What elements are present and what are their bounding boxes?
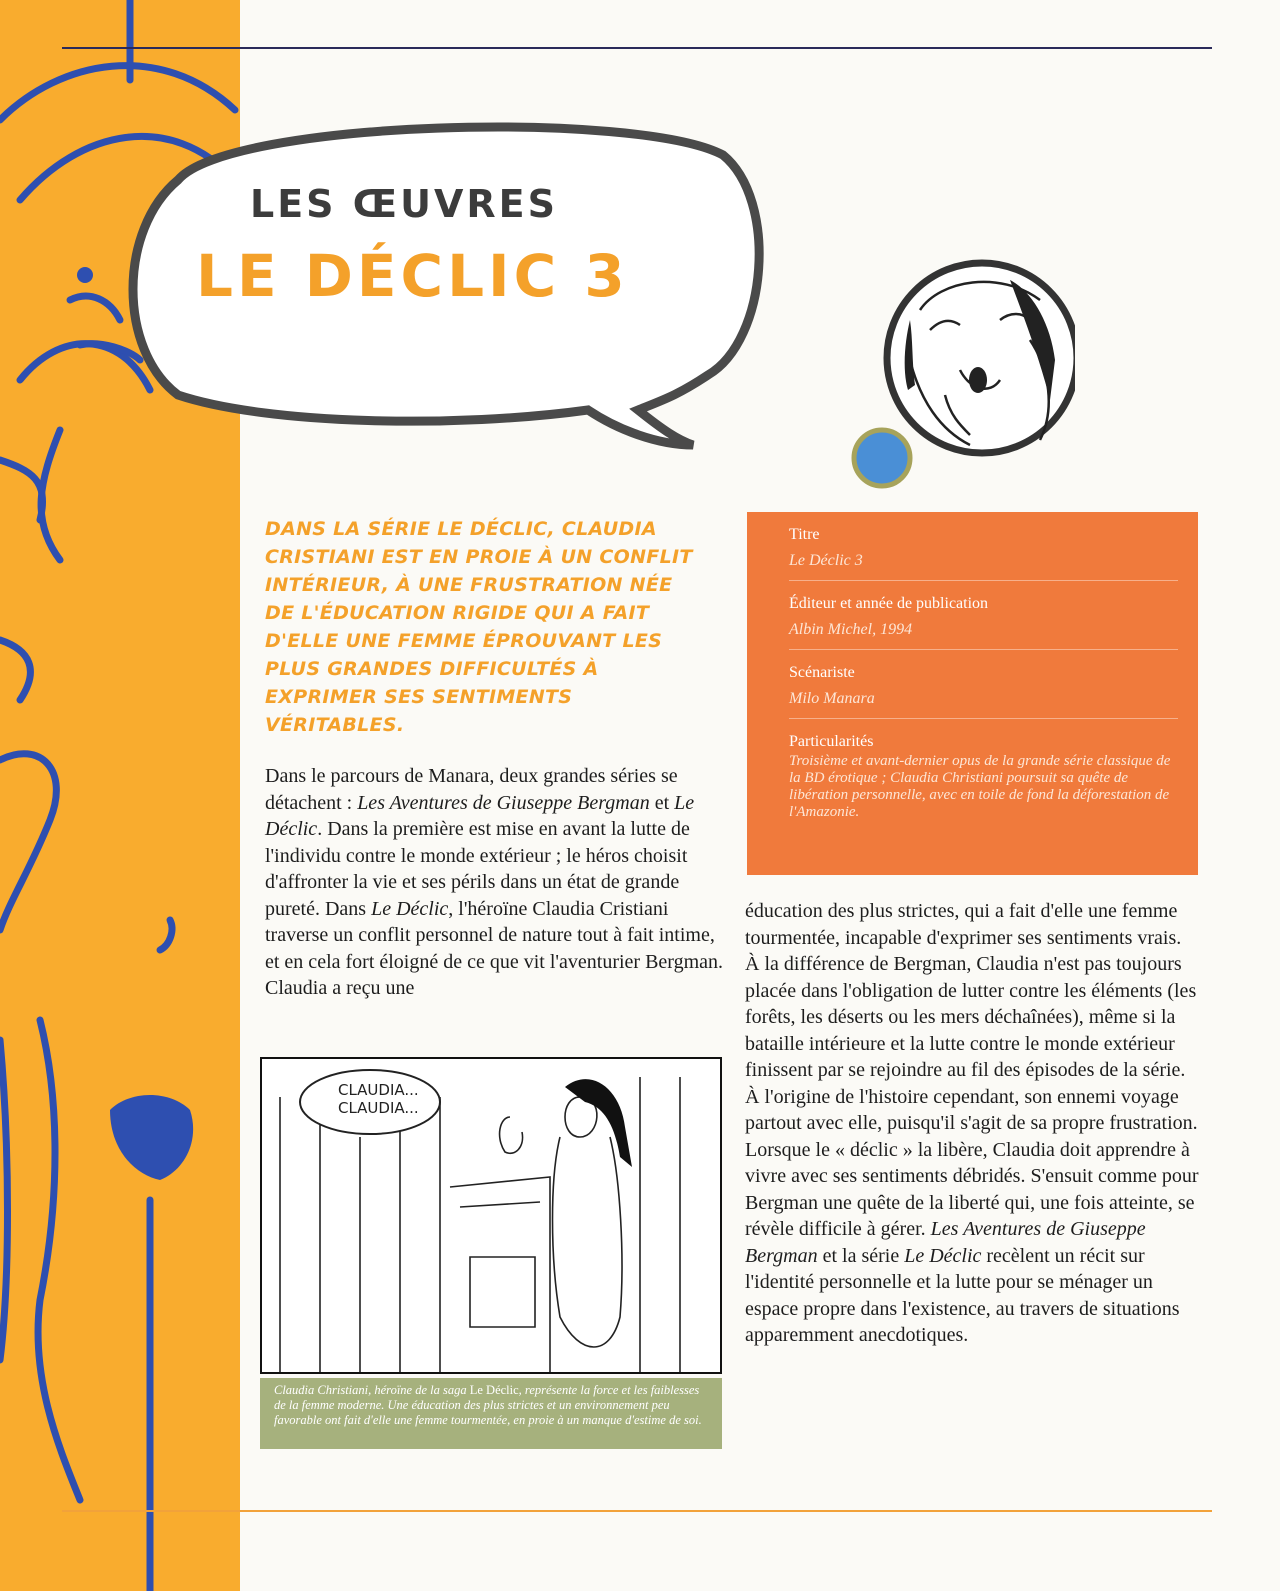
caption-text: Claudia Christiani, héroïne de la saga [274,1383,470,1397]
caption-text: , représente la force et les faiblesses de la femme moderne. Une éducation des plus strictes et un environnement peu favorable ont fait d'elle une femme tourmentée, en proie à un manque d'estime de soi. [274,1383,702,1427]
info-row [789,662,1178,719]
intro-text: DANS LA SÉRIE LE DÉCLIC, CLAUDIA CRISTIANI EST EN PROIE À UN CONFLIT INTÉRIEUR, À UNE FRUSTRATION NÉE DE L'ÉDUCATION RIGIDE QUI A FAIT D'ELLE UNE FEMME ÉPROUVANT LES PLUS GRANDES DIFFICULTÉS À EXPRIMER SES SENTIMENTS VÉRITABLES. [265,518,693,736]
body-italic: Le Déclic [904,1244,982,1267]
info-value: Milo Manara [789,690,875,707]
body-italic: Le Déclic [265,791,695,840]
body-text: recèlent un récit sur l'identité personnelle et la lutte pour se ménager un espace propre dans l'existence, au travers de situations apparemment anecdotiques. [745,1244,1180,1346]
speech-text: CLAUDIA... [338,1099,419,1117]
caption-text-roman: Le Déclic [469,1383,519,1397]
image-caption [260,1378,722,1449]
info-value: Troisième et avant-dernier opus de la grande série classique de la BD érotique ; Claudia Christiani poursuit sa quête de libération personnelle, avec en toile de fond la déforestation de l'Amazonie. [789,753,1171,820]
section-label: LES ŒUVRES [250,182,558,226]
info-row [789,524,1178,581]
body-text: Dans le parcours de Manara, deux grandes séries se détachent : [265,765,678,814]
body-paragraph: éducation des plus strictes, qui a fait d'elle une femme tourmentée, incapable d'exprimer ses sentiments vrais. [745,900,1182,949]
info-value: Albin Michel, 1994 [789,621,913,638]
portrait-illustration [850,200,1075,490]
body-paragraph [745,1084,1200,1349]
comic-panel [260,1057,722,1374]
body-text: . Dans la première est mise en avant la lutte de l'individu contre le monde extérieur ; le héros choisit d'affronter la vie et ses périls dans un état de grande pureté. Dans [265,818,690,920]
body-italic: Le Déclic [371,897,449,920]
body-column-right [745,898,1200,1349]
info-box [747,512,1198,875]
body-italic: Les Aventures de Giuseppe Bergman [357,791,650,814]
info-row [789,731,1178,829]
info-label: Titre [789,526,820,543]
body-text: et [649,791,675,814]
body-italic: Les Aventures de Giuseppe Bergman [745,1218,1146,1267]
body-text: , l'héroïne Claudia Cristiani traverse un conflit personnel de nature tout à fait intime, et en cela fort éloigné de ce que vit l'aventurier Bergman. Claudia a reçu une [265,897,724,999]
info-label: Scénariste [789,664,855,681]
bottom-rule [62,1510,1212,1512]
info-label: Particularités [789,733,874,750]
info-label: Éditeur et année de publication [789,595,989,612]
body-paragraph: À la différence de Bergman, Claudia n'est pas toujours placée dans l'obligation de lutter contre les éléments (les forêts, les déserts ou les mers déchaînées), même si la bataille intérieure et la lutte contre le monde extérieur finissent par se rejoindre au fil des épisodes de la série. [745,953,1197,1081]
info-row [789,593,1178,650]
body-column-left [265,763,725,1002]
top-rule [62,47,1212,49]
speech-text: CLAUDIA... [338,1081,419,1099]
body-paragraph [265,763,725,1002]
body-text: À l'origine de l'histoire cependant, son ennemi voyage partout avec elle, puisqu'il s'agit de sa propre frustration. Lorsque le « déclic » la libère, Claudia doit apprendre à vivre avec ses sentiments débridés. S'ensuit comme pour Bergman une quête de la liberté qui, une fois atteinte, se révèle difficile à gérer. [745,1085,1199,1240]
body-text: et la série [817,1244,905,1267]
info-value: Le Déclic 3 [789,552,863,569]
page-title: LE DÉCLIC 3 [196,242,629,310]
